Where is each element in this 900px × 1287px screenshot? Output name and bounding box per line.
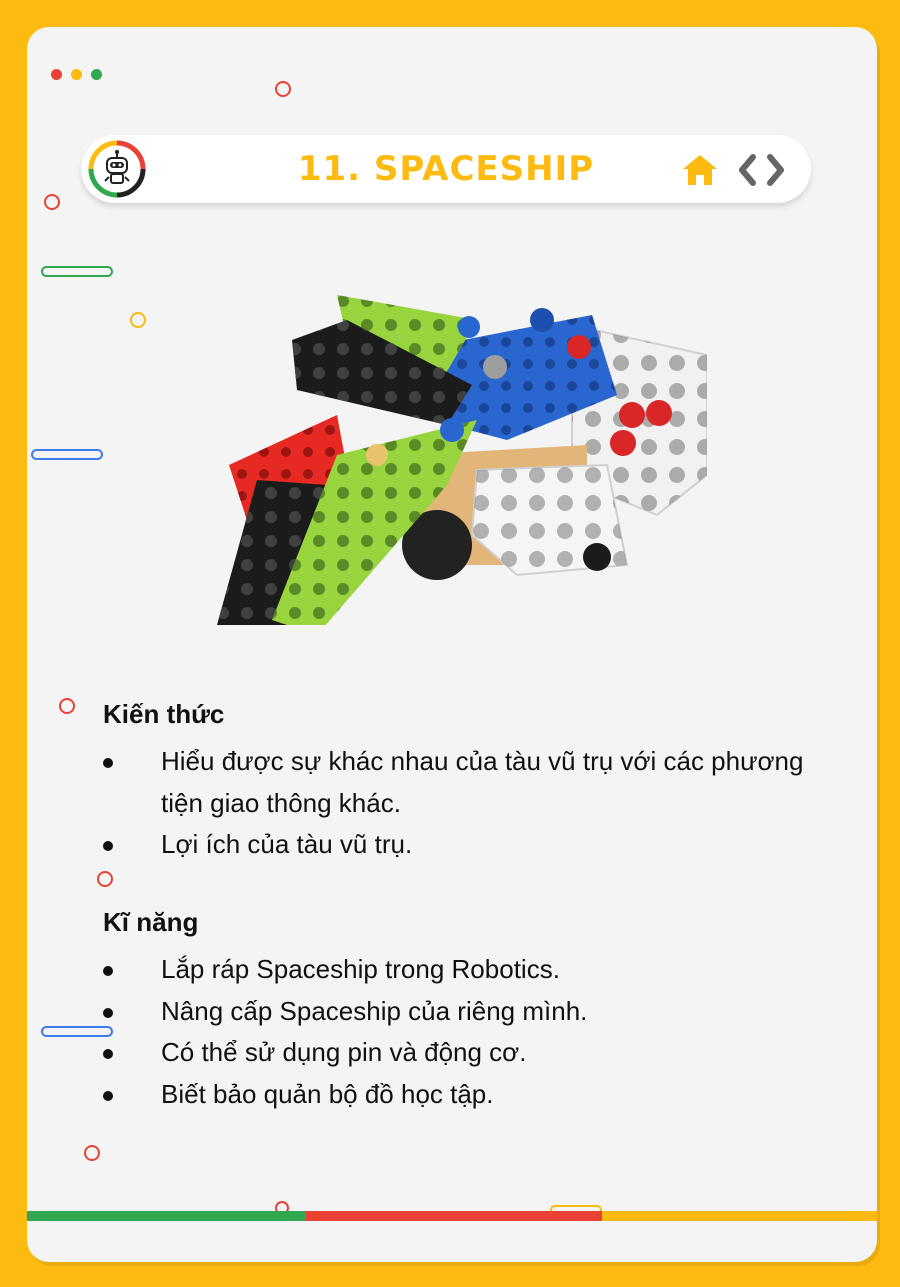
bullet-icon bbox=[103, 966, 113, 976]
chevron-right-icon[interactable] bbox=[764, 153, 788, 187]
list-item-text: Lắp ráp Spaceship trong Robotics. bbox=[161, 954, 560, 984]
bottom-color-bar bbox=[27, 1211, 877, 1221]
color-bar-yellow bbox=[602, 1211, 877, 1221]
list-item bbox=[103, 741, 843, 824]
decor-ring bbox=[275, 81, 291, 97]
bullet-icon bbox=[103, 1008, 113, 1018]
decor-pill bbox=[41, 266, 113, 277]
window-dots bbox=[51, 69, 102, 80]
list-item-text: Có thể sử dụng pin và động cơ. bbox=[161, 1037, 527, 1067]
knowledge-list bbox=[103, 741, 843, 866]
home-icon[interactable] bbox=[681, 153, 719, 187]
color-bar-green bbox=[27, 1211, 306, 1221]
skills-list bbox=[103, 949, 843, 1115]
decor-ring bbox=[130, 312, 146, 328]
chevron-left-icon[interactable] bbox=[735, 153, 759, 187]
decor-ring bbox=[44, 194, 60, 210]
bullet-icon bbox=[103, 1091, 113, 1101]
bullet-icon bbox=[103, 758, 113, 768]
list-item bbox=[103, 1074, 843, 1116]
color-bar-red bbox=[306, 1211, 602, 1221]
page-title: 11. SPACESHIP bbox=[297, 149, 595, 189]
bullet-icon bbox=[103, 1049, 113, 1059]
decor-pill bbox=[31, 449, 103, 460]
window-dot-red bbox=[51, 69, 62, 80]
header-bar bbox=[81, 135, 811, 203]
list-item bbox=[103, 949, 843, 991]
decor-ring bbox=[97, 871, 113, 887]
bullet-icon bbox=[103, 841, 113, 851]
section-title-skills: Kĩ năng bbox=[103, 907, 199, 937]
list-item bbox=[103, 1032, 843, 1074]
decor-ring bbox=[59, 698, 75, 714]
list-item-text: Biết bảo quản bộ đồ học tập. bbox=[161, 1078, 494, 1109]
spaceship-robot-model-image bbox=[187, 265, 707, 625]
decor-ring bbox=[84, 1145, 100, 1161]
list-item-text: Lợi ích của tàu vũ trụ. bbox=[161, 829, 413, 859]
content-card bbox=[27, 27, 877, 1262]
list-item bbox=[103, 824, 843, 866]
list-item-text: Nâng cấp Spaceship của riêng mình. bbox=[161, 995, 588, 1026]
window-dot-green bbox=[91, 69, 102, 80]
list-item-text: Hiểu được sự khác nhau của tàu vũ trụ với các phương tiện giao thông khác. bbox=[161, 746, 804, 818]
list-item bbox=[103, 991, 843, 1033]
window-dot-yellow bbox=[71, 69, 82, 80]
section-title-knowledge: Kiến thức bbox=[103, 699, 225, 729]
